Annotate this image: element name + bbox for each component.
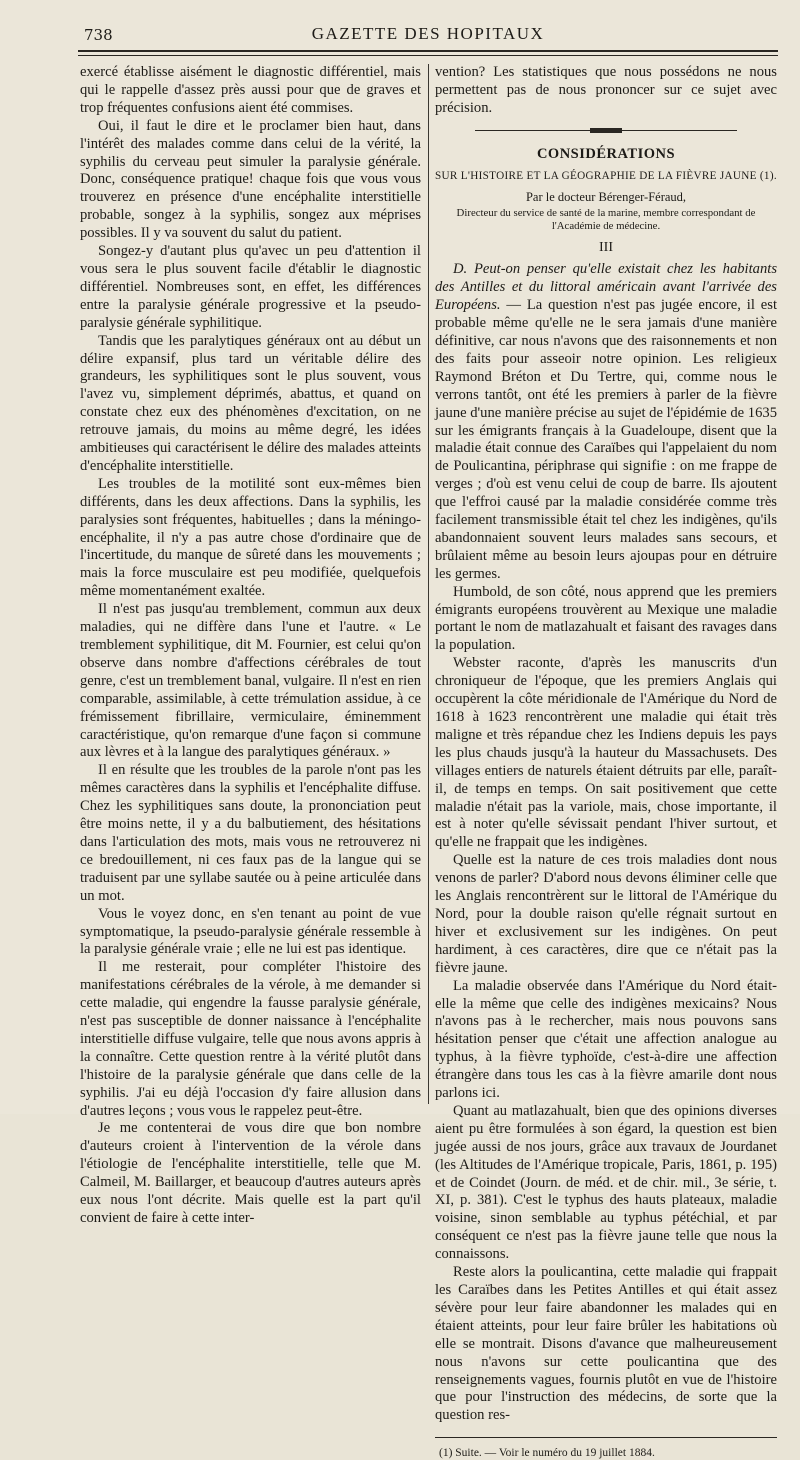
section-title: CONSIDÉRATIONS [536,145,676,162]
lede-body: — La question n'est pas jugée encore, il est probable même qu'elle ne le sera jamais d'une manière définitive, car nous n'avons que des raisonnements et non des faits pour asseoir notre opinion. Les religieux Raymond Bréton et Du Tertre, qui, comme nous le verrons tantôt, ont été les premiers à parler de la fièvre jaune d'une manière précise au sujet de l'épidémie de 1635 sur les émigrants français à la Guadeloupe, disent que la maladie était connue des Caraïbes qui l'appelaient du nom de Poulicantina, périphrase qui signifie : on me frappe de verges ; d'où est venu celui de coup de barre. Ils ajoutent que l'effroi causé par la maladie considérée comme très facilement transmissible était tel chez les indigènes, qu'ils abandonnaient souvent leurs malades sans secours, et brûlaient même au besoin leurs ajoupas pour en détruire les germes. [435,297,777,582]
right-paragraph: La maladie observée dans l'Amérique du Nord était-elle la même que celle des indigènes mexicains? Nous n'avons pas à le rechercher, mais nous pouvons sans hésitation penser que c'était une affection analogue au typhus, à la fièvre typhoïde, c'est-à-dire une affection étrangère dans tous les cas à la fièvre amarile dont nous parlons ici. [435,977,777,1102]
left-paragraph: Je me contenterai de vous dire que bon nombre d'auteurs croient à l'intervention de la vérole dans l'étiologie de l'encéphalite interstitielle, telle que M. Calmeil, M. Baillarger, et beaucoup d'autres auteurs après eux nous l'ont décrite. Mais quelle est la part qu'il convient de faire à cette inter- [80,1120,421,1226]
lede-paragraph [435,261,777,583]
left-paragraph: Il me resterait, pour compléter l'histoire des manifestations cérébrales de la vérole, à me demander si cette maladie, qui engendre la fausse paralysie générale, n'est pas susceptible de donner naissance à l'encéphalite interstitielle diffuse vulgaire, telle que nous avons appris à la connaître. Cette question rentre à la vérité plutôt dans l'histoire de la paralysie générale que dans celle de la syphilis. J'ai eu déjà l'occasion d'y faire allusion dans d'autres leçons ; vous vous le rappelez peut-être. [80,959,421,1119]
left-paragraph: Songez-y d'autant plus qu'avec un peu d'attention il vous sera le plus souvent facile d'établir le diagnostic différentiel. Nombreuses sont, en effet, les différences entre la paralysie générale progressive et la pseudo-paralysie générale syphilitique. [80,243,421,331]
footnote-rule [435,1437,777,1438]
left-paragraph: Tandis que les paralytiques généraux ont au début un délire expansif, plus tard un véritable délire des grandeurs, les syphilitiques sont le plus souvent, vous l'avez vu, simplement déprimés, abattus, et quand on constate chez eux des phénomènes d'excitation, on ne retrouve jamais, du moins au même degré, les idées ambitieuses qui caractérisent le délire des malades atteints d'encéphalite interstitielle. [80,332,421,474]
header-rule-top [78,50,778,52]
right-paragraph: Quelle est la nature de ces trois maladies dont nous venons de parler? D'abord nous devons éliminer celle que les Anglais rencontrèrent sur le littoral de l'Amérique du Nord, pour la double raison qu'elle régnait surtout en hiver et exclusivement sur les indigènes. On peut hardiment, à ces caractères, dire que ce n'était pas la fièvre jaune. [435,852,777,976]
right-paragraph: Reste alors la poulicantina, cette maladie qui frappait les Caraïbes dans les Petites Antilles et qui était assez sévère pour leur faire abandonner les malades qui en étaient atteints, pour leur faire brûler les habitations où elle se montrait. Disons d'avance que malheureusement nous n'avons sur cette poulicantina que des renseignements vagues, fournis plutôt en vue de l'histoire que pour l'instruction des médecins, de sorte que la question res- [435,1264,777,1424]
running-title: GAZETTE DES HOPITAUX [311,24,545,43]
header-rule-bottom [78,55,778,56]
left-paragraph: Les troubles de la motilité sont eux-mêmes bien différents, dans les deux affections. Dans la syphilis, les paralysies sont fréquentes, habituelles ; dans la méningo-encéphalite, il n'y a pas autre chose d'ordinaire que de l'incertitude, du manque de sûreté dans les mouvements ; mais la force musculaire est peu modifiée, quelquefois même momentanément exaltée. [80,475,421,600]
right-paragraph: Humbold, de son côté, nous apprend que les premiers émigrants européens trouvèrent au Mexique une maladie portant le nom de matlazahualt et faisant des ravages dans la population. [435,583,777,654]
page-header [78,18,778,48]
page-number: 738 [84,26,113,44]
column-divider [428,64,429,1104]
lede-question: D. Peut-on penser qu'elle existait chez les habitants des Antilles et du littoral américain avant l'arrivée des Européens. [435,261,777,314]
left-paragraph: Vous le voyez donc, en s'en tenant au point de vue symptomatique, la pseudo-paralysie générale ressemble à la paralysie générale vraie ; elle ne lui est pas identique. [80,905,421,958]
author-byline: Par le docteur Bérenger-Féraud, [525,189,687,204]
left-paragraph: Il n'est pas jusqu'au tremblement, commun aux deux maladies, qui ne diffère dans l'une et l'autre. « Le tremblement syphilitique, dit M. Fournier, est celui qu'on observe dans nombre d'affections cérébrales de tout genre, c'est un tremblement banal, vulgaire. Il n'est en rien comparable, assimilable, à cette trémulation assidue, à ce frémissement fibrillaire, vermiculaire, éminemment caractéristique, qu'on remarque d'une façon si commune aux lèvres et à la langue des paralytiques généraux. » [80,601,421,761]
right-paragraph: Webster raconte, d'après les manuscrits d'un chroniqueur de l'époque, que les premiers Anglais qui occupèrent la côte méridionale de l'Amérique du Nord de 1618 à 1623 rencontrèrent une maladie qui était très maligne et très répandue chez les Indiens depuis les pays les plus chauds jusqu'à la hauteur du Massachusets. Des villages entiers de naturels étaient détruits par elle, paraît-il, de temps en temps. On sait positivement que cette maladie n'était pas la variole, mais, chose importante, il est à noter qu'elle sévissait pendant l'hiver surtout, et qu'elle ne frappait que les indigènes. [435,655,777,851]
section-ornament [475,126,737,134]
chapter-number: III [599,240,613,256]
left-paragraph: Oui, il faut le dire et le proclamer bien haut, dans l'intérêt des malades comme dans celui de la vérité, la syphilis du cerveau peut simuler la paralysie générale. Donc, conséquence pratique! chaque fois que vous vous trouverez en présence d'une encéphalite interstitielle probable, songez à la syphilis, songez aux méprises possibles. Il y va souvent du salut du patient. [80,117,421,242]
right-column [435,64,777,1460]
left-paragraph: exercé établisse aisément le diagnostic différentiel, mais qui le rappelle d'assez près aussi pour que de graves et trop fréquentes confusions aient été commises. [80,64,421,116]
left-paragraph: Il en résulte que les troubles de la parole n'ont pas les mêmes caractères dans la syphilis et l'encéphalite diffuse. Chez les syphilitiques sans doute, la prononciation peut être moins nette, il y a du balbutiement, des hésitations dans l'articulation des mots, mais vous ne retrouverez ni ce bredouillement, ni ces faux pas de la langue qui se traduisent par une syllabe sautée ou à peine articulée dans un mot. [80,762,421,904]
right-opening: vention? Les statistiques que nous possédons ne nous permettent pas de nous prononcer sur ce sujet avec précision. [435,64,777,116]
author-affiliation: Directeur du service de santé de la marine, membre correspondant de l'Académie de médecine. [456,207,756,233]
footnote: (1) Suite. — Voir le numéro du 19 juillet 1884. [439,1447,655,1460]
section-subtitle: SUR L'HISTOIRE ET LA GÉOGRAPHIE DE LA FIÈVRE JAUNE (1). [435,169,777,182]
right-paragraph: Quant au matlazahualt, bien que des opinions diverses aient pu être formulées à son égard, la question est bien jugée aussi de nos jours, grâce aux travaux de Jourdanet (les Altitudes de l'Amérique tropicale, Paris, 1861, p. 195) et de Coindet (Journ. de méd. et de chir. mil., 3e série, t. XI, p. 381). C'est le typhus des hauts plateaux, maladie voisine, sinon semblable au typhus pétéchial, et par conséquent ce n'est pas la fièvre jaune telle que nous la connaissons. [435,1102,777,1263]
left-column [80,64,421,1226]
